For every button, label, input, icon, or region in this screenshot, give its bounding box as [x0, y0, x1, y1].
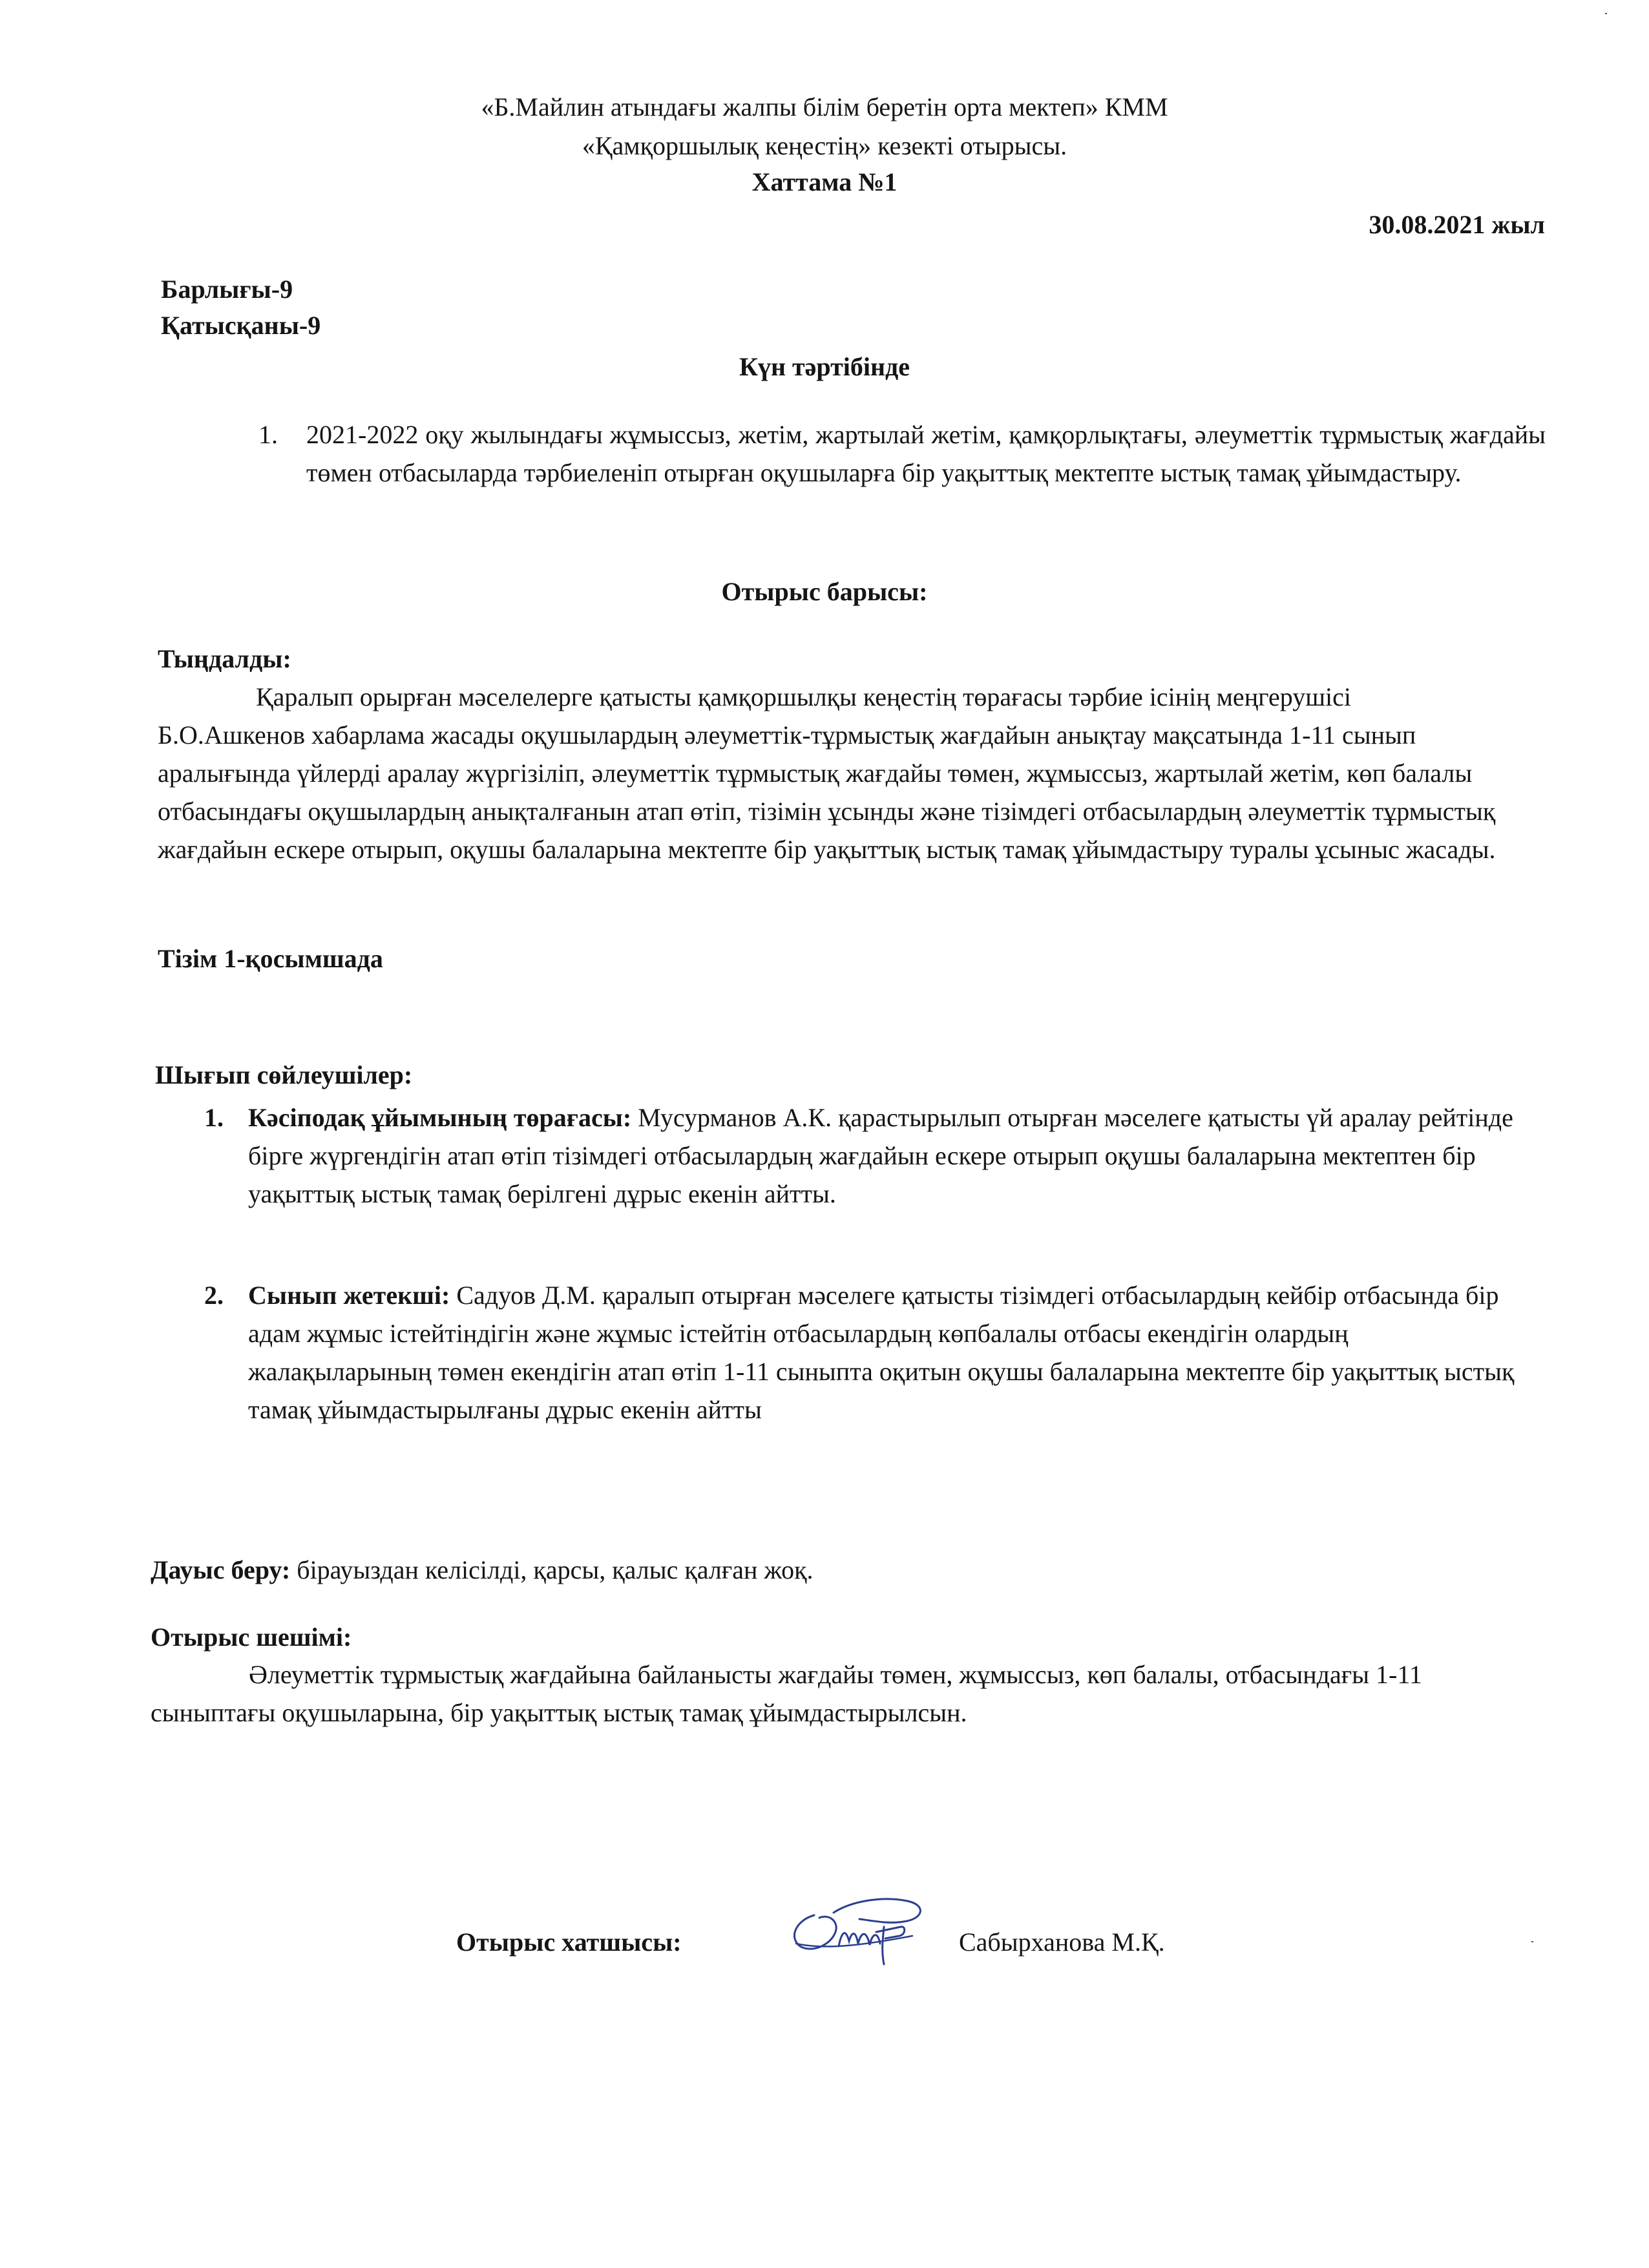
scan-speck [1531, 1941, 1533, 1942]
heard-text: Қаралып орырған мәселелерге қатысты қамқоршылқы кеңестің төрағасы тәрбие ісінің меңгерушісі Б.О.Ашкенов хабарлама жасады оқушылардың әлеуметтік-тұрмыстық жағдайын анықтау мақсатында 1-11 сынып аралығында үйлерді аралау жүргізіліп, әлеуметтік тұрмыстық жағдайы төмен, жұмыссыз, жартылай жетім, көп балалы отбасындағы оқушылардың анықталғанын атап өтіп, тізімін ұсынды және тізімдегі отбасылардың әлеуметтік тұрмыстық жағдайын ескере отырып, оқушы балаларына мектепте бір уақыттық ыстық тамақ ұйымдастыру туралы ұсыныс жасады. [158, 682, 1496, 864]
attendance-total: Барлығы-9 [161, 275, 293, 304]
heard-appendix: Тізім 1-қосымшада [158, 944, 383, 973]
protocol-title: Хаттама №1 [751, 167, 898, 196]
speaker-1-text: Мусурманов А.К. қарастырылып отырған мәселеге қатысты үй аралау рейтінде бірге жүргендігін атап өтіп тізімдегі отбасылардың жағдайын ескере отырып оқушы балаларына мектептен бір уақыттық ыстық тамақ берілгені дұрыс екенін айтты. [248, 1103, 1513, 1208]
vote-text: бірауыздан келісілді, қарсы, қалыс қалған жоқ. [297, 1555, 814, 1584]
speaker-2-statement [248, 1276, 1515, 1429]
decision-label: Отырыс шешімі: [151, 1622, 352, 1652]
proceedings-heading: Отырыс барысы: [721, 577, 928, 606]
decision-text: Әлеуметтік тұрмыстық жағдайына байланысты жағдайы төмен, жұмыссыз, көп балалы, отбасындағы 1-11 сыныптағы оқушыларына, бір уақыттық ыстық тамақ ұйымдастырылсын. [151, 1660, 1422, 1727]
school-name: «Б.Майлин атындағы жалпы білім беретін орта мектеп» КММ [481, 92, 1168, 121]
speaker-2-text: Садуов Д.М. қаралып отырған мәселеге қатысты тізімдегі отбасылардың кейбір отбасында бір адам жұмыс істейтіндігін және жұмыс істейтін отбасылардың көпбалалы отбасы екендігін олардың жалақыларының төмен екендігін атап өтіп 1-11 сыныпта оқитын оқушы балаларына мектепте бір уақыттық ыстық тамақ ұйымдастырылғаны дұрыс екенін айтты [248, 1281, 1515, 1424]
secretary-label: Отырыс хатшысы: [456, 1927, 682, 1957]
agenda-item-text: 2021-2022 оқу жылындағы жұмыссыз, жетім, жартылай жетім, қамқорлықтағы, әлеуметтік тұрмыстық жағдайы төмен отбасыларда тәрбиеленіп отырған оқушыларға бір уақыттық мектепте ыстық тамақ ұйымдастыру. [306, 420, 1546, 487]
speaker-2-number: 2. [204, 1281, 224, 1310]
heard-label: Тыңдалды: [158, 644, 291, 673]
speaker-1-number: 1. [204, 1103, 224, 1132]
agenda-heading: Күн тәртібінде [739, 352, 910, 381]
meeting-name: «Қамқоршылық кеңестің» кезекті отырысы. [582, 131, 1067, 160]
speaker-1-statement [248, 1098, 1515, 1213]
signature-scribble-icon [774, 1882, 942, 1972]
vote-line [151, 1552, 814, 1588]
vote-label: Дауыс беру: [151, 1555, 291, 1584]
speakers-label: Шығып сөйлеушілер: [155, 1060, 413, 1089]
scan-speck [1605, 13, 1607, 14]
secretary-name: Сабырханова М.Қ. [959, 1927, 1165, 1957]
speaker-1-role: Кәсіподақ ұйымының төрағасы: [248, 1103, 632, 1132]
attendance-present: Қатысқаны-9 [161, 311, 321, 340]
agenda-item-number: 1. [258, 420, 278, 449]
speaker-2-role: Сынып жетекші: [248, 1281, 450, 1310]
protocol-date: 30.08.2021 жыл [1369, 210, 1545, 239]
handwritten-signature [774, 1882, 942, 1972]
